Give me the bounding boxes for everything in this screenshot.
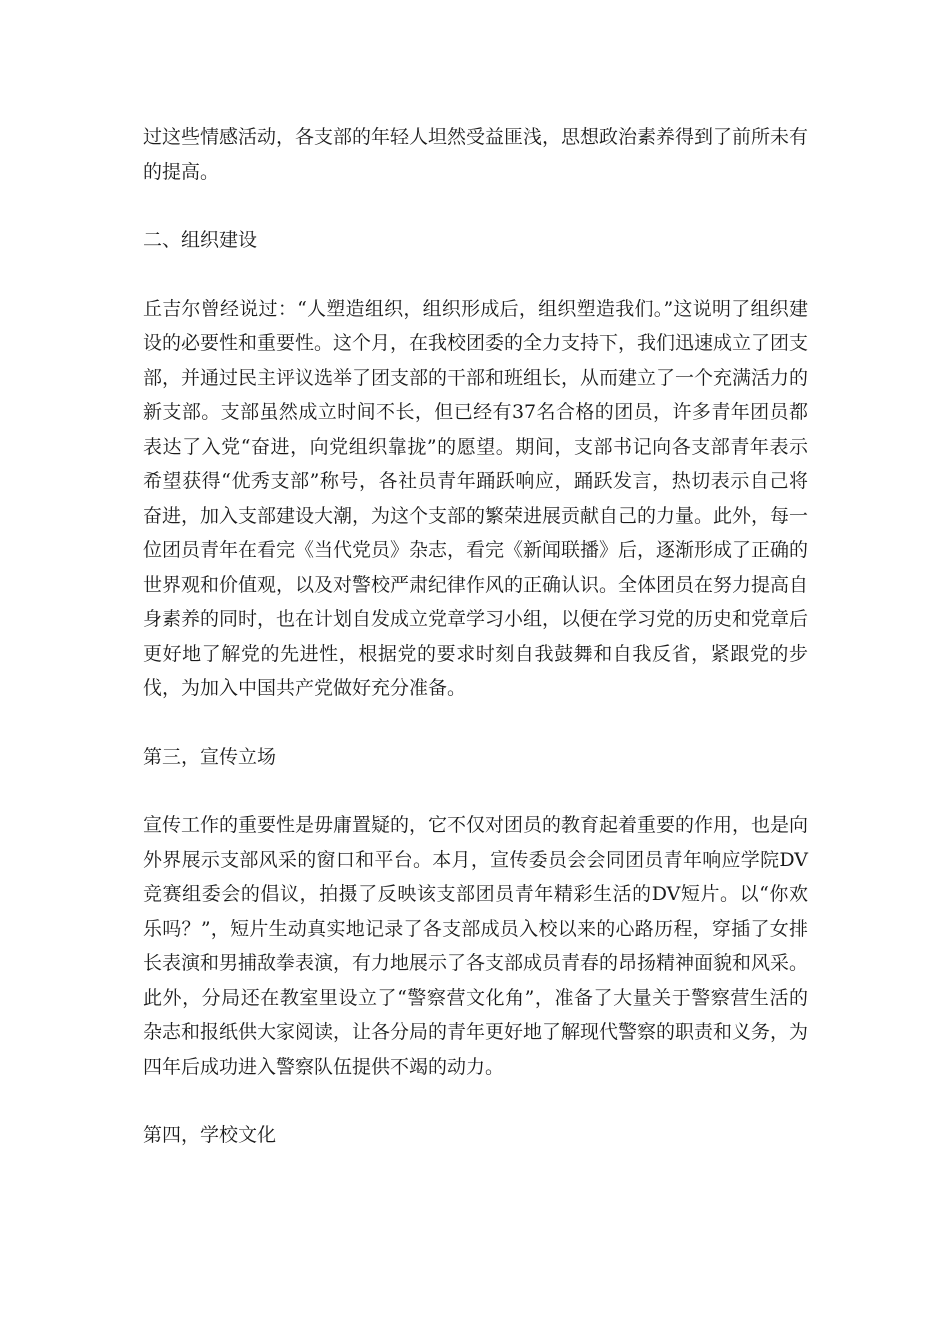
paragraph-intro-continuation: 过这些情感活动，各支部的年轻人坦然受益匪浅，思想政治素养得到了前所未有的提高。 [143,126,809,183]
paragraph-publicity: 宣传工作的重要性是毋庸置疑的，它不仅对团员的教育起着重要的作用，也是向外界展示支部风采的窗口和平台。本月，宣传委员会会同团员青年响应学院DV竞赛组委会的倡议，拍摄了反映该支部团员青年精彩生活的DV短片。以“你欢乐吗？”，短片生动真实地记录了各支部成员入校以来的心路历程，穿插了女排长表演和男捕敌拳表演，有力地展示了各支部成员青春的昂扬精神面貌和风采。此外，分局还在教室里设立了“警察营文化角”，准备了大量关于警察营生活的杂志和报纸供大家阅读，让各分局的青年更好地了解现代警察的职责和义务，为四年后成功进入警察队伍提供不竭的动力。 [143,814,809,1078]
section-heading-publicity: 第三，宣传立场 [143,745,277,768]
section-heading-organization: 二、组织建设 [143,229,258,251]
section-heading-school-culture: 第四，学校文化 [143,1124,277,1146]
paragraph-organization: 丘吉尔曾经说过：“人塑造组织，组织形成后，组织塑造我们。”这说明了组织建设的必要性和重要性。这个月，在我校团委的全力支持下，我们迅速成立了团支部，并通过民主评议选举了团支部的干部和班组长，从而建立了一个充满活力的新支部。支部虽然成立时间不长，但已经有37名合格的团员，许多青年团员都表达了入党“奋进，向党组织靠拢”的愿望。期间，支部书记向各支部青年表示希望获得“优秀支部”称号，各社员青年踊跃响应，踊跃发言，热切表示自己将奋进，加入支部建设大潮，为这个支部的繁荣进展贡献自己的力量。此外，每一位团员青年在看完《当代党员》杂志，看完《新闻联播》后，逐渐形成了正确的世界观和价值观，以及对警校严肃纪律作风的正确认识。全体团员在努力提高自身素养的同时，也在计划自发成立党章学习小组，以便在学习党的历史和党章后更好地了解党的先进性，根据党的要求时刻自我鼓舞和自我反省，紧跟党的步伐，为加入中国共产党做好充分准备。 [143,297,809,699]
document-body [143,120,808,1187]
